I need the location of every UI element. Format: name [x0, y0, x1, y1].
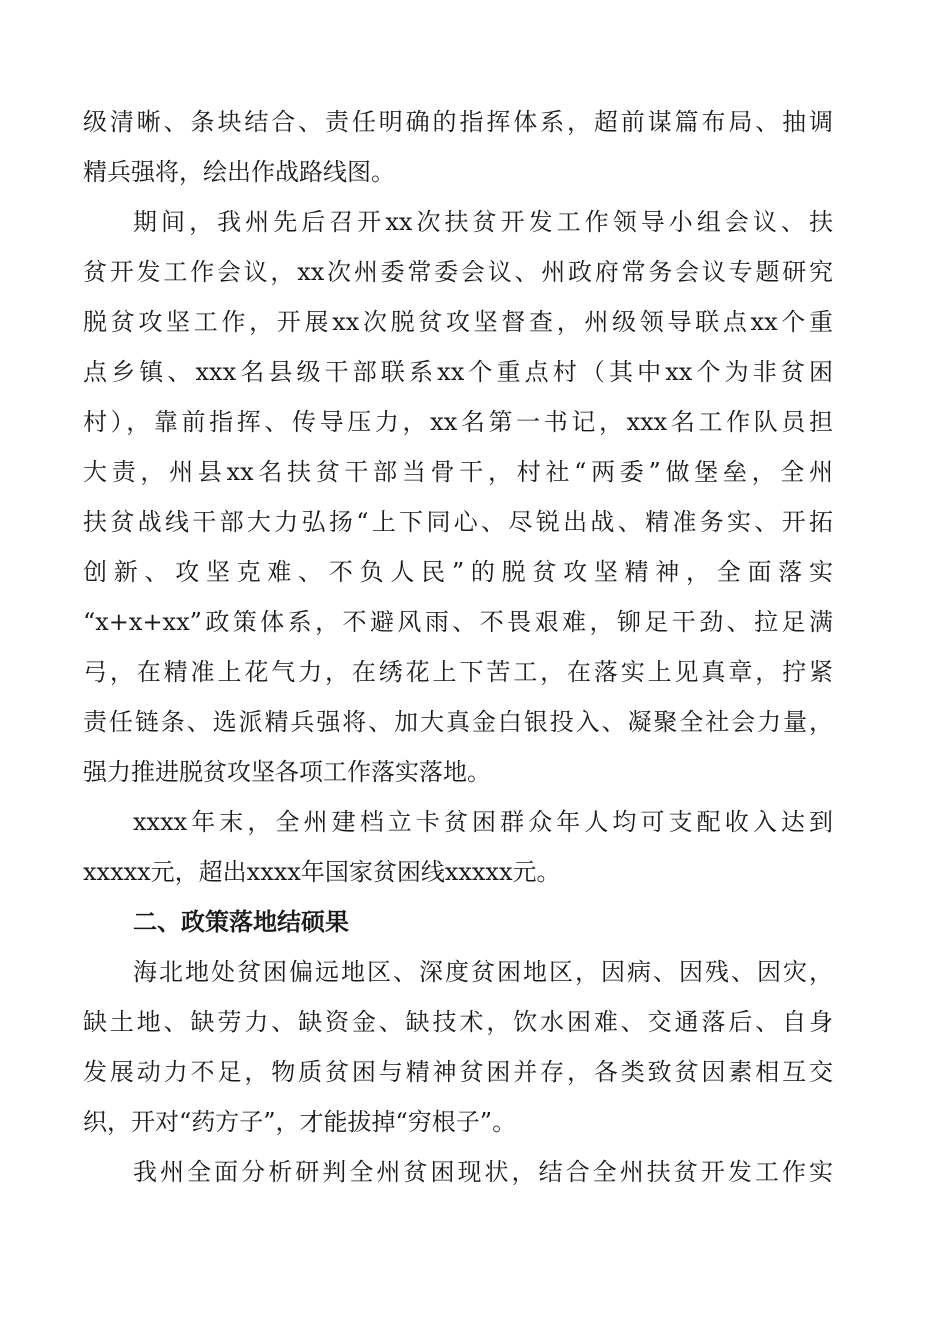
body-text-line: 贫开发工作会议，xx次州委常委会议、州政府常务会议专题研究	[83, 258, 833, 286]
paragraph-first-line: xxxx年末，全州建档立卡贫困群众年人均可支配收入达到	[133, 808, 833, 836]
paragraph-first-line: 海北地处贫困偏远地区、深度贫困地区，因病、因残、因灾，	[133, 958, 833, 986]
paragraph-first-line: 期间，我州先后召开xx次扶贫开发工作领导小组会议、扶	[133, 208, 833, 236]
body-text-line: 织，开对“药方子”，才能拔掉“穷根子”。	[83, 1108, 517, 1136]
body-text-line: 大责，州县xx名扶贫干部当骨干，村社“两委”做堡垒，全州	[83, 458, 833, 486]
body-text-line: 缺土地、缺劳力、缺资金、缺技术，饮水困难、交通落后、自身	[83, 1008, 833, 1036]
body-text-line: 扶贫战线干部大力弘扬“上下同心、尽锐出战、精准务实、开拓	[83, 508, 833, 536]
body-text-line: 强力推进脱贫攻坚各项工作落实落地。	[83, 758, 491, 786]
body-text-line: 责任链条、选派精兵强将、加大真金白银投入、凝聚全社会力量，	[83, 708, 833, 736]
paragraph-first-line: 我州全面分析研判全州贫困现状，结合全州扶贫开发工作实	[133, 1158, 833, 1186]
body-text-line: 级清晰、条块结合、责任明确的指挥体系，超前谋篇布局、抽调	[83, 108, 833, 136]
body-text-line: 精兵强将，绘出作战路线图。	[83, 158, 395, 186]
body-text-line: xxxxx元，超出xxxx年国家贫困线xxxxx元。	[83, 858, 561, 886]
body-text-line: 点乡镇、xxx名县级干部联系xx个重点村（其中xx个为非贫困	[83, 358, 833, 386]
body-text-line: 创新、攻坚克难、不负人民”的脱贫攻坚精神，全面落实	[83, 558, 833, 586]
body-text-line: 村），靠前指挥、传导压力，xx名第一书记，xxx名工作队员担	[83, 408, 833, 436]
body-text-line: “x+x+xx”政策体系，不避风雨、不畏艰难，铆足干劲、拉足满	[83, 608, 833, 636]
section-heading: 二、政策落地结硕果	[133, 908, 349, 936]
body-text-line: 弓，在精准上花气力，在绣花上下苦工，在落实上见真章，拧紧	[83, 658, 833, 686]
body-text-line: 发展动力不足，物质贫困与精神贫困并存，各类致贫因素相互交	[83, 1058, 833, 1086]
body-text-line: 脱贫攻坚工作，开展xx次脱贫攻坚督查，州级领导联点xx个重	[83, 308, 833, 336]
